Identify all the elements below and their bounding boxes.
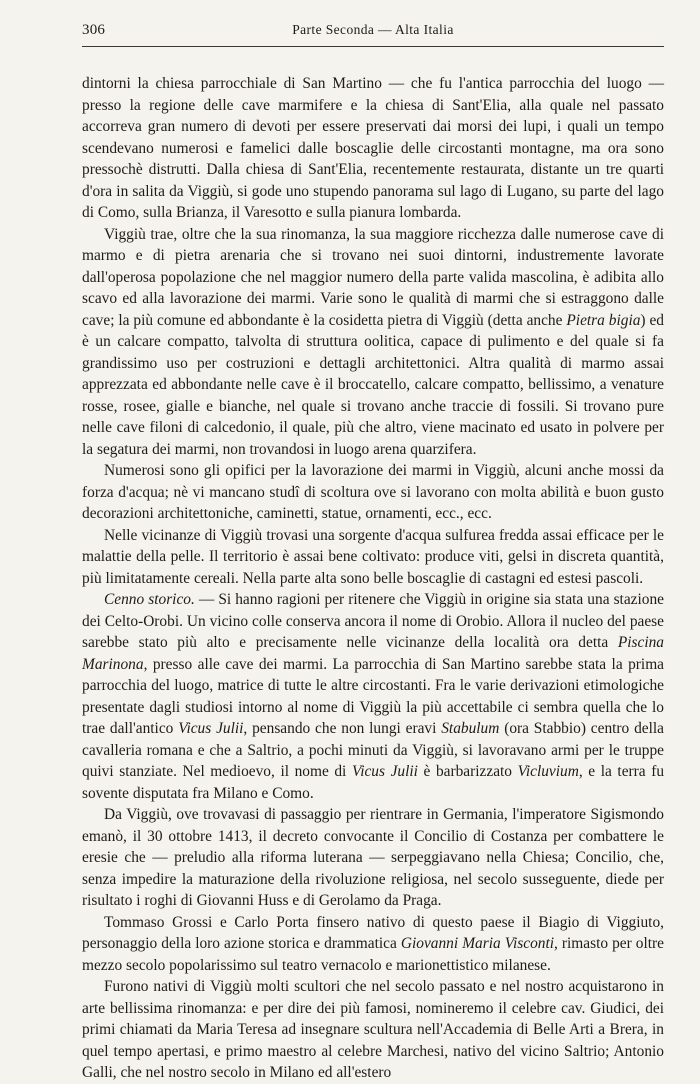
italic-term: Giovanni Maria Visconti	[400, 935, 555, 952]
italic-term: Vicluvium	[517, 763, 579, 780]
text-segment: , presso alle cave dei marmi. La parrocchia di San Martino sarebbe stata la prima parrocchia del luogo, matrice di tutte le altre circostanti. Fra le varie derivazioni etimologiche presentate dagli studiosi intorno al nome di Viggiù la più accettabile ci sembra quella che lo trae dall'antico	[82, 655, 664, 737]
italic-term: Pietra bigia	[566, 311, 641, 329]
paragraph: Numerosi sono gli opifici per la lavorazione dei marmi in Viggiù, alcuni anche mossi da forza d'acqua; nè vi mancano studî di scoltura ove si lavorano con molta abilità e buon gusto decorazioni architettoniche, caminetti, statue, ornamenti, ecc., ecc.	[82, 462, 664, 522]
paragraph: Da Viggiù, ove trovavasi di passaggio per rientrare in Germania, l'imperatore Sigismondo emanò, il 30 ottobre 1413, il decreto convocante il Concilio di Costanza per combattere le eresie che — preludio alla riforma luterana — serpeggiavano nella Chiesa; Concilio, che, senza impedire la maturazione della rivoluzione religiosa, nel secolo susseguente, diede per risultato i roghi di Giovanni Huss e di Gerolamo da Praga.	[82, 806, 664, 909]
text-segment: Tommaso Grossi e Carlo Porta finsero nativo di questo paese il Biagio di Viggiuto, personaggio della loro azione storica e drammatica	[82, 913, 664, 952]
text-segment: ) ed è un calcare compatto, talvolta di struttura oolitica, capace di pulimento e del quale si fa grandissimo uso per costruzioni e dettagli architettonici. Altra qualità di marmo assai apprezzata ed abbondante nelle cave è il broccatello, calcare compatto, bellissimo, a venature rosse, rosee, gialle e bianche, nel quale si trovano anche traccie di fossili. Si trovano pure nelle cave filoni di calcedonio, il quale, più che altro, viene macinato ed usato in polvere per la segatura dei marmi, non trovandosi in luogo arena quarzifera.	[82, 311, 664, 458]
paragraph: Furono nativi di Viggiù molti scultori che nel secolo passato e nel nostro acquistarono in arte bellissima rinomanza: e per dire dei più famosi, nomineremo il celebre cav. Giudici, dei primi chiamati da Maria Teresa ad insegnare scultura nell'Accademia di Belle Arti a Brera, in quel tempo apertasi, e primo maestro al celebre Marchesi, nativo del vicino Saltrio; Antonio Galli, che nel nostro secolo in Milano ed all'estero	[82, 978, 664, 1081]
body-text	[82, 73, 664, 1084]
text-segment: , e la terra fu sovente disputata fra Milano e Como.	[82, 763, 665, 802]
italic-term: Stabulum	[441, 720, 500, 737]
text-segment: (ora Stabbio) centro della cavalleria romana e che a Saltrio, a pochi minuti da Viggiù, si lavoravano armi per le truppe quivi stanziate. Nel medioevo, il nome di	[82, 720, 664, 780]
paragraph	[82, 589, 664, 804]
header-rule	[82, 46, 664, 47]
paragraph: Nelle vicinanze di Viggiù trovasi una sorgente d'acqua sulfurea fredda assai efficace per le malattie della pelle. Il territorio è assai bene coltivato: produce viti, gelsi in discreta quantità, più limitatamente cereali. Nella parte alta sono belle boscaglie di castagni ed estesi pascoli.	[82, 526, 664, 587]
paragraph: dintorni la chiesa parrocchiale di San Martino — che fu l'antica parrocchia del luogo — presso la regione delle cave marmifere e la chiesa di Sant'Elia, alla quale nel passato accorreva gran numero di devoti per essere preservati dai morsi dei lupi, i quali un tempo scendevano numerosi e famelici dalle boscaglie delle circostanti montagne, ma ora sono pressochè distrutti. Dalla chiesa di Sant'Elia, recentemente restaurata, distante un tre quarti d'ora in salita da Viggiù, si gode uno stupendo panorama sul lago di Lugano, su parte del lago di Como, sulla Brianza, il Varesotto e sulla pianura lombarda.	[82, 75, 664, 221]
page-number: 306	[82, 22, 106, 38]
text-segment: Viggiù trae, oltre che la sua rinomanza, la sua maggiore ricchezza dalle numerose cave di marmo e di pietra arenaria che si trovano nei suoi dintorni, industremente lavorate dall'operosa popolazione che nel maggior numero della parte valida mascolina, è adibita allo scavo ed alla lavorazione dei marmi. Varie sono le qualità di marmi che si estraggono dalle cave; la più comune ed abbondante è la cosidetta pietra di Viggiù (detta anche	[82, 225, 664, 329]
text-segment: , rimasto per oltre mezzo secolo popolarissimo sul teatro vernacolo e marionettistico milanese.	[82, 935, 665, 974]
page-header	[82, 14, 664, 44]
italic-term: Vicus Julii	[351, 763, 418, 780]
text-segment: — Si hanno ragioni per ritenere che Viggiù in origine sia stata una stazione dei Celto-Orobi. Un vicino colle conserva ancora il nome di Orobio. Allora il nucleo del paese sarebbe stato più alto e precisamente nelle vicinanze della località ora detta	[82, 591, 664, 651]
text-segment: , pensando che non lungi eravi	[243, 720, 442, 737]
running-head: Parte Seconda — Alta Italia	[292, 22, 454, 37]
paragraph	[82, 912, 664, 977]
paragraph	[82, 224, 664, 461]
italic-term: Cenno storico.	[104, 591, 195, 608]
text-segment: è barbarizzato	[417, 763, 518, 780]
italic-term: Vicus Julii	[178, 720, 244, 737]
italic-term: Piscina Marinona	[82, 634, 664, 673]
